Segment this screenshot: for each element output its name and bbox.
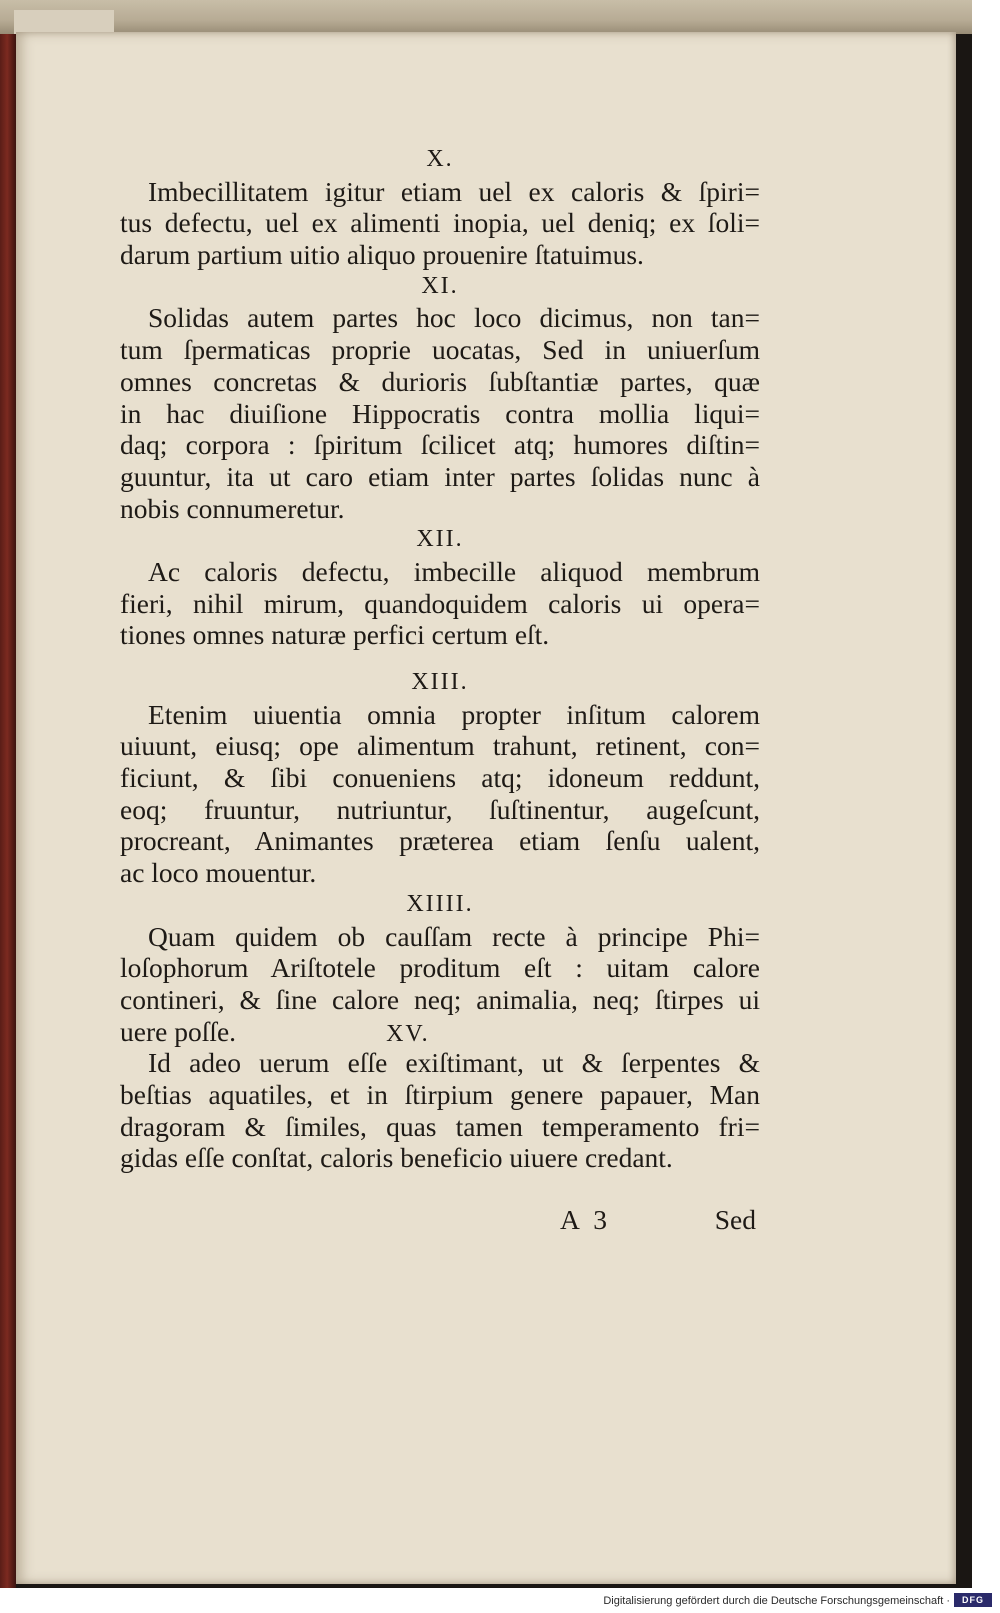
section-numeral: XIIII. (406, 890, 474, 917)
text-line: ac loco mouentur. (120, 857, 317, 889)
text-line: beſtias aquatiles, et in ſtirpium genere papauer, Man (120, 1078, 760, 1110)
book-spine (0, 0, 16, 1588)
text-line: Ac caloris defectu, imbecille aliquod membrum (148, 555, 760, 587)
signature-mark: A 3 (560, 1204, 611, 1235)
catchword: Sed (714, 1204, 756, 1235)
funding-credit: Digitalisierung gefördert durch die Deutsche Forschungsgemeinschaft · (603, 1595, 950, 1607)
section-numeral: XII. (416, 526, 464, 553)
text-line: guuntur, ita ut caro etiam inter partes ſolidas nunc à (120, 460, 760, 492)
book-page (16, 32, 956, 1584)
text-line: procreant, Animantes præterea etiam ſenſu ualent, (120, 825, 760, 857)
section-gap (120, 651, 760, 667)
text-line: Etenim uiuentia omnia propter inſitum calorem (148, 698, 760, 730)
top-edge-strip (0, 0, 972, 34)
section-paragraph (120, 302, 760, 524)
text-line: ficiunt, & ſibi conueniens atq; idoneum reddunt, (120, 762, 760, 794)
text-line: Solidas autem partes hoc loco dicimus, non tan= (148, 302, 760, 334)
text-block (120, 144, 760, 1174)
catchline (120, 1204, 760, 1238)
text-line: gidas eſſe conſtat, caloris beneficio uiuere credant. (120, 1142, 673, 1174)
text-line: tum ſpermaticas proprie uocatas, Sed in uniuerſum (120, 334, 760, 366)
dfg-logo: DFG (954, 1593, 992, 1607)
text-line-fragment: uere poſſe. (120, 1015, 237, 1047)
text-line: contineri, & ſine calore neq; animalia, neq; ſtirpes ui (120, 983, 760, 1015)
text-line: darum partium uitio aliquo prouenire ſtatuimus. (120, 239, 644, 271)
text-line: tus defectu, uel ex alimenti inopia, uel deniq; ex ſoli= (120, 207, 760, 239)
text-line: Id adeo uerum eſſe exiſtimant, ut & ſerpentes & (148, 1047, 760, 1079)
section-paragraph (120, 921, 760, 1048)
text-line: dragoram & ſimiles, quas tamen temperamento fri= (120, 1110, 760, 1142)
footer-band (0, 1588, 1000, 1613)
section-paragraph (120, 1047, 760, 1174)
text-line (120, 1016, 760, 1048)
section-numeral: XI. (421, 272, 459, 299)
text-line: nobis connumeretur. (120, 492, 345, 524)
text-line: Imbecillitatem igitur etiam uel ex caloris & ſpiri= (148, 175, 760, 207)
text-line: uiuunt, eiusq; ope alimentum trahunt, retinent, con= (120, 730, 760, 762)
text-line: tiones omnes naturæ perfici certum eſt. (120, 619, 550, 651)
section-paragraph (120, 699, 760, 889)
text-line: Quam quidem ob cauſſam recte à principe Phi= (148, 920, 760, 952)
top-edge-notch (14, 10, 114, 34)
text-line: eoq; fruuntur, nutriuntur, ſuſtinentur, augeſcunt, (120, 793, 760, 825)
section-paragraph (120, 176, 760, 271)
text-line: loſophorum Ariſtotele proditum eſt : uitam calore (120, 952, 760, 984)
section-paragraph (120, 556, 760, 651)
text-line: daq; corpora : ſpiritum ſcilicet atq; humores diſtin= (120, 429, 760, 461)
section-numeral: XIII. (411, 669, 469, 695)
section-numeral-inline: XV. (386, 1020, 430, 1047)
text-line: omnes concretas & durioris ſubſtantiæ partes, quæ (120, 365, 760, 397)
section-numeral: X. (426, 146, 454, 172)
text-line: fieri, nihil mirum, quandoquidem caloris ui opera= (120, 587, 760, 619)
text-line: in hac diuiſione Hippocratis contra mollia liqui= (120, 397, 760, 429)
